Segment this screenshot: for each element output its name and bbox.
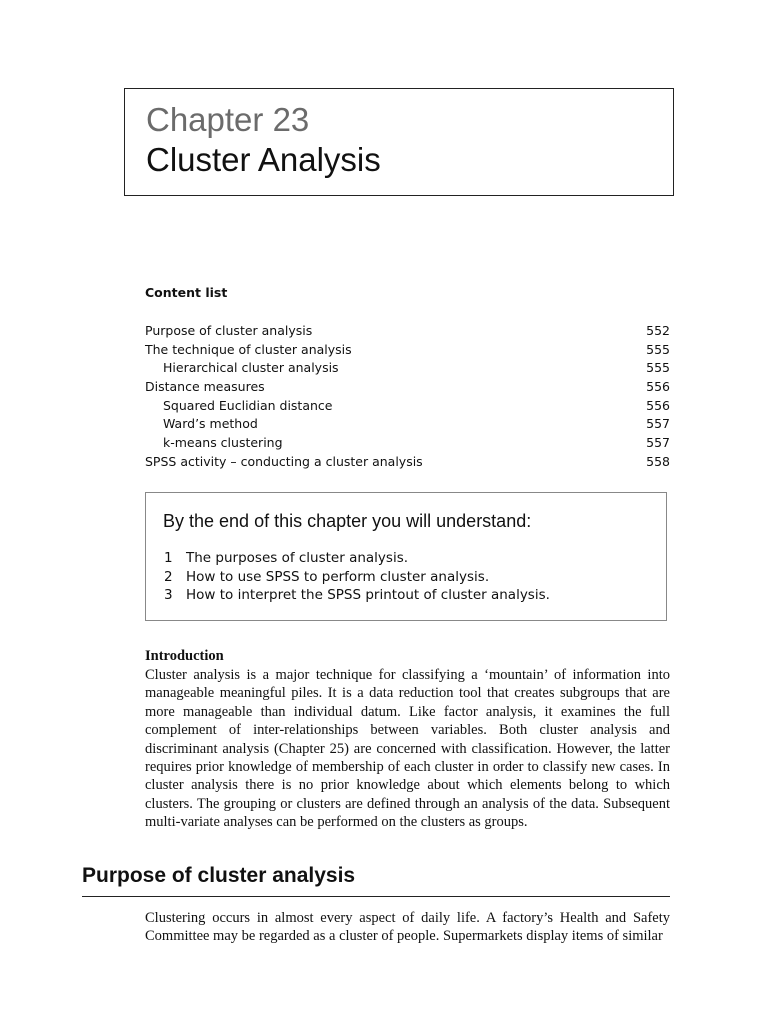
toc-item-label: Ward’s method xyxy=(163,416,258,432)
toc-item-label: Hierarchical cluster analysis xyxy=(163,360,339,376)
objective-item xyxy=(164,586,550,605)
toc-item xyxy=(145,397,670,416)
objective-text: How to use SPSS to perform cluster analysis. xyxy=(186,568,490,585)
toc-item-page: 556 xyxy=(646,397,670,413)
toc-item-label: Squared Euclidian distance xyxy=(163,397,333,413)
learning-objectives-box xyxy=(145,492,667,621)
objective-number: 2 xyxy=(164,568,173,585)
toc-item xyxy=(145,359,670,378)
toc-item-label: Purpose of cluster analysis xyxy=(145,323,313,338)
toc-item-label: Distance measures xyxy=(145,379,265,395)
toc-item-page: 558 xyxy=(646,453,670,469)
objective-text: How to interpret the SPSS printout of cluster analysis. xyxy=(186,587,550,603)
introduction-heading: Introduction xyxy=(145,648,224,664)
objectives-heading: By the end of this chapter you will understand: xyxy=(163,511,532,531)
objective-number: 3 xyxy=(164,587,173,603)
toc-item-label: The technique of cluster analysis xyxy=(145,341,352,357)
toc-item-label: k-means clustering xyxy=(163,435,283,451)
objective-item xyxy=(164,549,550,568)
toc-item xyxy=(145,341,670,360)
table-of-contents xyxy=(145,322,670,472)
chapter-header-box xyxy=(124,88,674,196)
toc-item xyxy=(145,415,670,434)
section-divider xyxy=(82,896,670,897)
toc-item-page: 556 xyxy=(646,379,670,395)
section-paragraph: Clustering occurs in almost every aspect of daily life. A factory’s Health and Safety Committee may be regarded as a cluster of people. Supermarkets display items of similar xyxy=(145,910,670,945)
toc-item-page: 552 xyxy=(646,323,670,338)
chapter-title: Cluster Analysis xyxy=(146,141,381,178)
toc-item xyxy=(145,322,670,341)
toc-item-page: 555 xyxy=(646,360,670,376)
section-heading: Purpose of cluster analysis xyxy=(82,864,356,887)
toc-item xyxy=(145,453,670,472)
toc-item-page: 557 xyxy=(646,416,670,432)
objective-text: The purposes of cluster analysis. xyxy=(186,550,409,566)
objectives-list xyxy=(164,549,550,605)
introduction-paragraph: Cluster analysis is a major technique for classifying a ‘mountain’ of information into manageable meaningful piles. It is a data reduction tool that creates subgroups that are more manageable than individual datum. Like factor analysis, it examines the full complement of inter-relationships between variables. Both cluster analysis and discriminant analysis (Chapter 25) are concerned with classification. However, the latter requires prior knowledge of membership of each cluster in order to classify new cases. In cluster analysis there is no prior knowledge about which elements belong to which clusters. The grouping or clusters are defined through an analysis of the data. Subsequent multi-variate analyses can be performed on the clusters as groups. xyxy=(145,667,670,831)
toc-item-label: SPSS activity – conducting a cluster analysis xyxy=(145,453,423,469)
toc-item xyxy=(145,434,670,453)
content-list-heading: Content list xyxy=(145,285,228,300)
objective-number: 1 xyxy=(164,550,173,566)
toc-item-page: 555 xyxy=(646,341,670,357)
toc-item-page: 557 xyxy=(646,435,670,451)
objective-item xyxy=(164,568,550,587)
toc-item xyxy=(145,378,670,397)
chapter-number: Chapter 23 xyxy=(146,101,310,138)
